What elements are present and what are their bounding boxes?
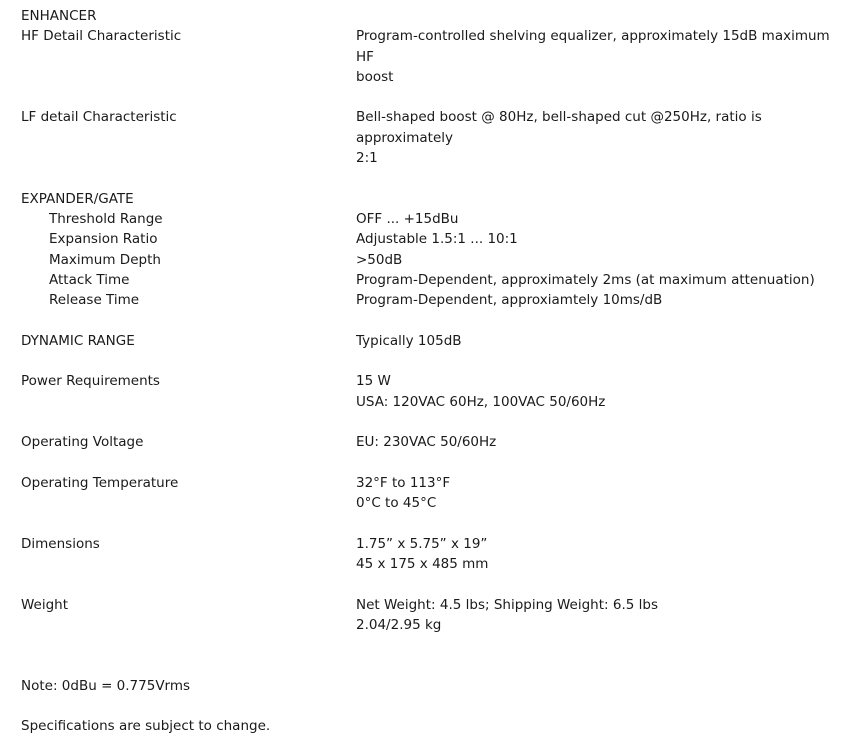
spec-row-lf (21, 107, 843, 148)
dimensions-value-line2: 45 x 175 x 485 mm (356, 556, 489, 573)
weight-value-line1: Net Weight: 4.5 lbs; Shipping Weight: 6.5 lbs (356, 596, 658, 613)
spec-row-temperature-cont (21, 493, 843, 513)
weight-value-line2: 2.04/2.95 kg (356, 616, 442, 633)
dimensions-label: Dimensions (21, 535, 100, 552)
hf-value-line1: Program-controlled shelving equalizer, approximately 15dB maximum HF (356, 28, 830, 65)
power-value-line2: USA: 120VAC 60Hz, 100VAC 50/60Hz (356, 393, 606, 410)
spec-row-voltage (21, 432, 843, 452)
disclaimer-row (21, 716, 843, 736)
lf-label: LF detail Characteristic (21, 109, 177, 126)
spec-row-threshold (21, 209, 843, 229)
voltage-value: EU: 230VAC 50/60Hz (356, 434, 497, 451)
ratio-value: Adjustable 1.5:1 ... 10:1 (356, 231, 518, 248)
power-label: Power Requirements (21, 373, 160, 390)
spec-row-weight-cont (21, 615, 843, 635)
enhancer-heading: ENHANCER (21, 8, 97, 24)
spec-row-attack (21, 270, 843, 290)
attack-value: Program-Dependent, approximately 2ms (at maximum attenuation) (356, 271, 815, 288)
hf-value-line2: boost (356, 68, 394, 85)
spec-row-power-cont (21, 392, 843, 412)
spec-row-weight (21, 595, 843, 615)
spec-row-depth (21, 250, 843, 270)
spec-row-hf (21, 26, 843, 67)
expander-heading: EXPANDER/GATE (21, 190, 134, 207)
spec-row-dimensions (21, 534, 843, 554)
ratio-label: Expansion Ratio (49, 231, 158, 248)
threshold-label: Threshold Range (49, 210, 163, 227)
dimensions-value-line1: 1.75” x 5.75” x 19” (356, 535, 488, 552)
spec-row-temperature (21, 473, 843, 493)
threshold-value: OFF ... +15dBu (356, 210, 459, 227)
temperature-value-line1: 32°F to 113°F (356, 474, 451, 491)
dynamic-range-value: Typically 105dB (356, 332, 462, 349)
weight-label: Weight (21, 596, 69, 613)
spec-row-release (21, 290, 843, 310)
section-heading-expander (21, 189, 843, 209)
release-label: Release Time (49, 292, 140, 309)
dynamic-range-label: DYNAMIC RANGE (21, 332, 135, 349)
note-row (21, 676, 843, 696)
temperature-value-line2: 0°C to 45°C (356, 495, 437, 512)
spec-row-ratio (21, 229, 843, 249)
spec-row-dynamic-range (21, 331, 843, 351)
note-text: Note: 0dBu = 0.775Vrms (21, 677, 191, 694)
voltage-label: Operating Voltage (21, 434, 144, 451)
lf-value-line1: Bell-shaped boost @ 80Hz, bell-shaped cut @250Hz, ratio is approximately (356, 109, 762, 146)
lf-value-line2: 2:1 (356, 150, 378, 167)
attack-label: Attack Time (49, 271, 130, 288)
power-value-line1: 15 W (356, 373, 391, 390)
release-value: Program-Dependent, approxiamtely 10ms/dB (356, 292, 663, 309)
depth-label: Maximum Depth (49, 251, 161, 268)
spec-row-lf-cont (21, 148, 843, 168)
temperature-label: Operating Temperature (21, 474, 179, 491)
disclaimer-text: Specifications are subject to change. (21, 718, 271, 735)
spec-row-hf-cont (21, 67, 843, 87)
spec-sheet (21, 6, 843, 737)
depth-value: >50dB (356, 251, 403, 268)
spec-row-dimensions-cont (21, 554, 843, 574)
hf-label: HF Detail Characteristic (21, 28, 182, 45)
spec-row-power (21, 371, 843, 391)
section-heading-enhancer (21, 6, 843, 26)
